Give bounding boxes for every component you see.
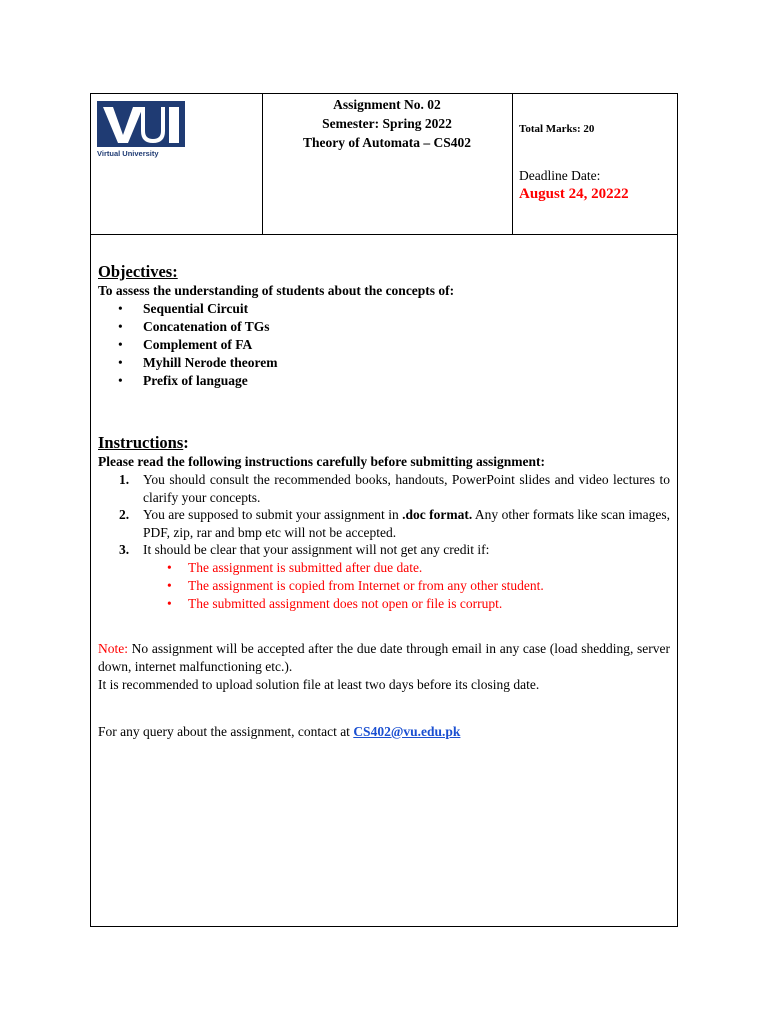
instructions-heading: Instructions: [98, 433, 189, 452]
note-paragraph: Note: No assignment will be accepted after the due date through email in any case (load shedding, server down, internet malfunctioning etc.). [98, 640, 670, 674]
vu-logo [97, 101, 185, 157]
header-table [91, 94, 677, 235]
vu-logo-icon [97, 101, 185, 147]
bullet-icon: • [118, 319, 123, 334]
title-cell [262, 94, 513, 234]
semester: Semester: Spring 2022 [322, 116, 452, 131]
bullet-icon: • [118, 355, 123, 370]
instructions-list [98, 471, 670, 559]
objectives-intro: To assess the understanding of students about the concepts of: [98, 283, 455, 298]
logo-cell [91, 94, 263, 234]
conditions-list [98, 559, 670, 613]
objectives-heading: Objectives: [98, 262, 178, 281]
list-item: • Myhill Nerode theorem [118, 355, 278, 370]
vu-logo-mark [97, 101, 185, 147]
course-title: Theory of Automata – CS402 [303, 135, 471, 150]
deadline-date: August 24, 20222 [519, 186, 629, 202]
list-item: • The assignment is submitted after due date. [167, 559, 423, 575]
bullet-icon: • [167, 595, 172, 611]
list-item: • Concatenation of TGs [118, 319, 270, 334]
body-content [98, 262, 670, 741]
list-item: • The submitted assignment does not open or file is corrupt. [167, 595, 503, 611]
objectives-list [98, 300, 670, 390]
bullet-icon: • [118, 337, 123, 352]
note-label: Note: [98, 640, 128, 656]
bullet-icon: • [167, 559, 172, 575]
bullet-icon: • [118, 373, 123, 388]
assignment-number: Assignment No. 02 [333, 97, 441, 112]
recommendation-text: It is recommended to upload solution file at least two days before its closing date. [98, 676, 540, 692]
list-item: • Sequential Circuit [118, 301, 249, 316]
deadline-label: Deadline Date: [519, 168, 601, 183]
list-item: 1. You should consult the recommended books, handouts, PowerPoint slides and video lectures to clarify your concepts. [119, 472, 670, 505]
assignment-sheet [90, 93, 678, 927]
contact-paragraph: For any query about the assignment, contact at CS402@vu.edu.pk [98, 723, 461, 739]
contact-email-link[interactable]: CS402@vu.edu.pk [353, 723, 461, 739]
total-marks: Total Marks: 20 [519, 123, 595, 135]
list-item: 3. It should be clear that your assignment will not get any credit if: [119, 542, 490, 557]
bullet-icon: • [118, 301, 123, 316]
list-item: • Prefix of language [118, 373, 248, 388]
bullet-icon: • [167, 577, 172, 593]
marks-cell [513, 94, 677, 234]
list-item: 2. You are supposed to submit your assignment in .doc format. Any other formats like scan images, PDF, zip, rar and bmp etc will not be accepted. [119, 507, 671, 540]
list-item: • The assignment is copied from Internet or from any other student. [167, 577, 544, 593]
logo-caption: Virtual University [97, 149, 159, 158]
list-item: • Complement of FA [118, 337, 253, 352]
instructions-intro: Please read the following instructions carefully before submitting assignment: [98, 454, 545, 469]
